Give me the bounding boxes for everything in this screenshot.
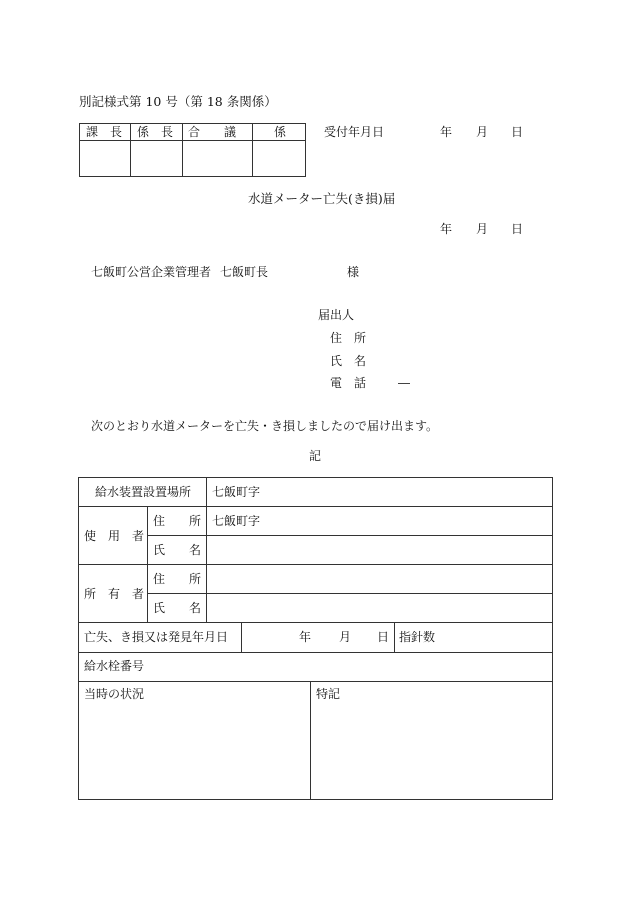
receipt-date-day: 日 [511, 125, 524, 139]
approval-stamp-cell-2[interactable] [131, 141, 182, 175]
meter-reading-label: 指針数 [399, 630, 436, 644]
owner-name-label: 氏 名 [153, 601, 202, 615]
applicant-phone-label: 電 話 [330, 376, 367, 390]
owner-address-input[interactable] [207, 565, 550, 592]
user-address-label: 住 所 [153, 514, 202, 528]
addressee-title: 七飯町長 [220, 265, 269, 279]
applicant-phone-separator: ― [398, 376, 410, 390]
user-label: 使 用 者 [84, 529, 145, 543]
user-name-label: 氏 名 [153, 543, 202, 557]
situation-label: 当時の状況 [84, 687, 145, 701]
ki-label: 記 [309, 449, 322, 463]
owner-name-input[interactable] [207, 594, 550, 621]
submit-date-year: 年 [440, 222, 453, 236]
applicant-address-label: 住 所 [330, 331, 367, 345]
loss-date-label: 亡失、き損又は発見年月日 [84, 630, 229, 644]
user-address-input[interactable] [260, 507, 550, 534]
user-address-value: 七飯町字 [212, 514, 261, 528]
approval-header-consultation: 合 議 [188, 125, 237, 139]
receipt-date-year: 年 [440, 125, 453, 139]
approval-stamp-cell-4[interactable] [253, 141, 304, 175]
applicant-name-input[interactable] [375, 351, 550, 369]
applicant-heading: 届出人 [318, 308, 355, 322]
hydrant-number-label: 給水栓番号 [84, 659, 145, 673]
receipt-date-month: 月 [476, 125, 489, 139]
meter-reading-input[interactable] [440, 623, 550, 651]
loss-date-year: 年 [299, 630, 312, 644]
approval-header-staff: 係 [274, 125, 287, 139]
situation-textarea[interactable] [79, 704, 309, 798]
form-number-label: 別記様式第 10 号（第 18 条関係） [79, 94, 277, 109]
approval-header-section-chief: 課 長 [86, 125, 123, 139]
owner-address-label: 住 所 [153, 572, 202, 586]
applicant-address-input[interactable] [375, 328, 550, 346]
remarks-label: 特記 [316, 687, 341, 701]
statement-text: 次のとおり水道メーターを亡失・き損しましたので届け出ます。 [91, 419, 439, 433]
loss-date-month: 月 [339, 630, 352, 644]
loss-date-input[interactable] [242, 623, 393, 651]
applicant-name-label: 氏 名 [330, 354, 367, 368]
approval-stamp-cell-1[interactable] [80, 141, 130, 175]
owner-label: 所 有 者 [84, 587, 145, 601]
addressee-honorific: 様 [347, 265, 360, 279]
applicant-phone-input[interactable] [375, 373, 550, 391]
approval-stamp-cell-3[interactable] [183, 141, 252, 175]
install-location-input[interactable] [260, 478, 550, 505]
install-location-label: 給水装置設置場所 [95, 485, 192, 499]
user-name-input[interactable] [207, 536, 550, 563]
addressee-org: 七飯町公営企業管理者 [91, 265, 212, 279]
receipt-date-label: 受付年月日 [324, 125, 385, 139]
hydrant-number-input[interactable] [160, 653, 550, 680]
remarks-textarea[interactable] [311, 704, 550, 798]
submit-date-day: 日 [511, 222, 524, 236]
document-title: 水道メーター亡失(き損)届 [248, 191, 396, 206]
approval-header-subsection-chief: 係 長 [137, 125, 174, 139]
install-location-value: 七飯町字 [212, 485, 261, 499]
loss-date-day: 日 [377, 630, 390, 644]
submit-date-month: 月 [476, 222, 489, 236]
